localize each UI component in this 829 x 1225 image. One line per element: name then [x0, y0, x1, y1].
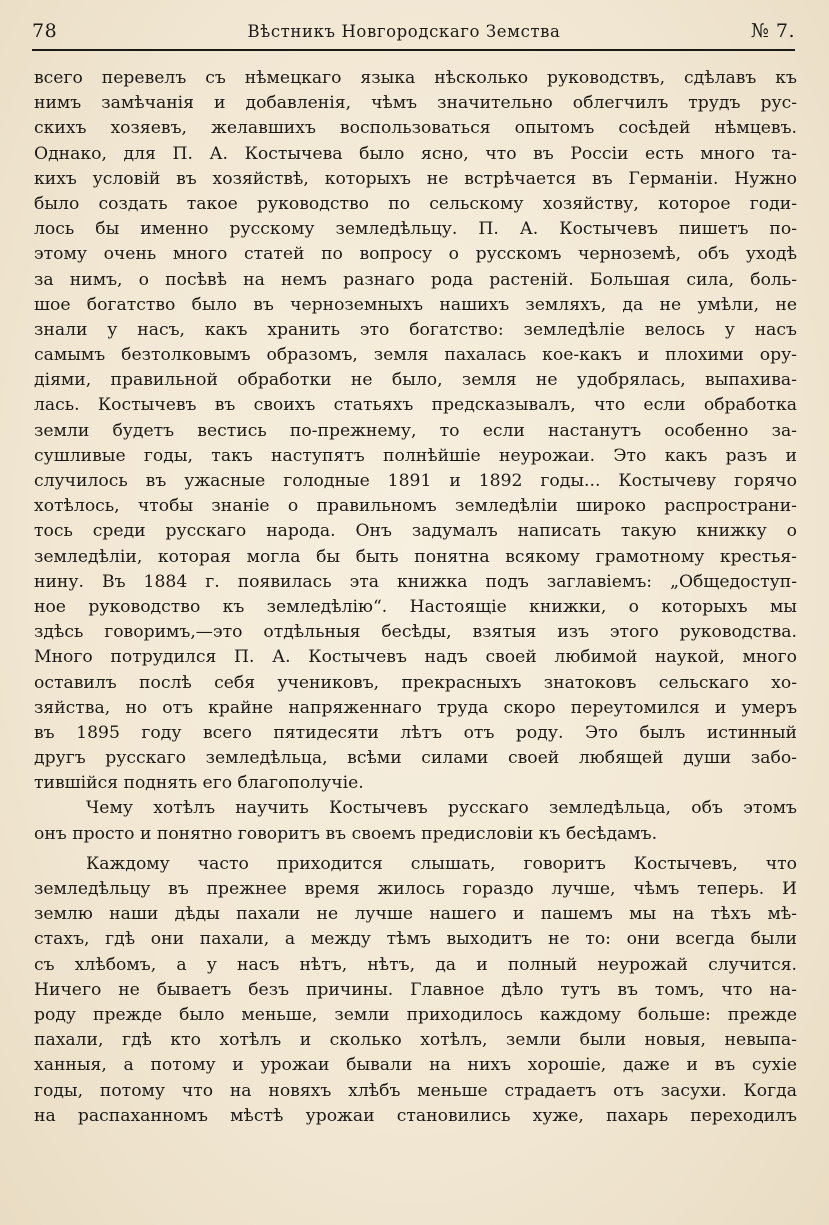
text-line: пахали, гдѣ кто хотѣлъ и сколько хотѣлъ, земли были новыя, невыпа-	[34, 1030, 797, 1051]
text-line: земледѣльцу въ прежнее время жилось гораздо лучше, чѣмъ теперь. И	[34, 879, 797, 899]
text-line: кихъ условій въ хозяйствѣ, которыхъ не встрѣчается въ Германіи. Нужно	[34, 168, 797, 189]
text-line: было создать такое руководство по сельскому хозяйству, которое годи-	[34, 193, 797, 214]
text-line: лась. Костычевъ въ своихъ статьяхъ предсказывалъ, что если обработка	[34, 395, 797, 416]
text-line: землю наши дѣды пахали не лучше нашего и пашемъ мы на тѣхъ мѣ-	[34, 904, 797, 925]
text-line: Однако, для П. А. Костычева было ясно, что въ Россіи есть много та-	[34, 143, 797, 164]
text-line: случилось въ ужасные голодные 1891 и 1892 годы... Костычеву горячо	[34, 471, 797, 491]
text-line: стахъ, гдѣ они пахали, а между тѣмъ выходитъ не то: они всегда были	[34, 929, 797, 950]
running-header	[32, 20, 795, 50]
paragraph-2	[34, 796, 797, 846]
text-line: сушливые годы, такъ наступятъ полнѣйшіе неурожаи. Это какъ разъ и	[34, 445, 797, 466]
issue-number: № 7.	[750, 20, 795, 42]
text-line: лось бы именно русскому земледѣльцу. П. А. Костычевъ пишетъ по-	[34, 219, 797, 240]
text-line: годы, потому что на новяхъ хлѣбъ меньше страдаетъ отъ засухи. Когда	[34, 1080, 797, 1101]
text-line: знали у насъ, какъ хранить это богатство: земледѣліе велось у насъ	[34, 319, 797, 340]
text-line: тось среди русскаго народа. Онъ задумалъ написать такую книжку о	[34, 521, 797, 542]
text-line: діями, правильной обработки не было, земля не удобрялась, выпахива-	[34, 370, 797, 391]
text-line: нимъ замѣчанія и добавленія, чѣмъ значительно облегчилъ трудъ рус-	[34, 93, 797, 114]
text-line: Чему хотѣлъ научить Костычевъ русскаго земледѣльца, объ этомъ	[86, 798, 797, 819]
page-number: 78	[32, 20, 58, 42]
text-line: Каждому часто приходится слышать, говоритъ Костычевъ, что	[86, 853, 797, 874]
text-line: оставилъ послѣ себя учениковъ, прекрасныхъ знатоковъ сельскаго хо-	[34, 672, 797, 693]
text-line: тившійся поднять его благополучіе.	[34, 773, 364, 794]
text-line: за нимъ, о посѣвѣ на немъ разнаго рода растеній. Большая сила, боль-	[34, 269, 797, 290]
text-line: роду прежде было меньше, земли приходилось каждому больше: прежде	[34, 1004, 797, 1025]
text-line: другъ русскаго земледѣльца, всѣми силами своей любящей души забо-	[34, 748, 797, 769]
text-line: Ничего не бываетъ безъ причины. Главное дѣло тутъ въ томъ, что на-	[34, 979, 797, 1000]
text-line: Много потрудился П. А. Костычевъ надъ своей любимой наукой, много	[34, 647, 797, 668]
text-line: зяйства, но отъ крайне напряженнаго труда скоро переутомился и умеръ	[34, 697, 797, 718]
text-line: ное руководство къ земледѣлію“. Настоящіе книжки, о которыхъ мы	[34, 596, 797, 617]
text-line: земледѣліи, которая могла бы быть понятна всякому грамотному крестья-	[34, 546, 797, 567]
text-line: нину. Въ 1884 г. появилась эта книжка подъ заглавіемъ: „Общедоступ-	[34, 571, 797, 592]
body-text	[34, 66, 797, 1129]
text-line: хотѣлось, чтобы знаніе о правильномъ земледѣліи широко распространи-	[34, 496, 797, 517]
text-line: здѣсь говоримъ,—это отдѣльныя бесѣды, взятыя изъ этого руководства.	[34, 622, 797, 643]
text-line: на распаханномъ мѣстѣ урожаи становились хуже, пахарь переходилъ	[34, 1105, 797, 1126]
text-line: этому очень много статей по вопросу о русскомъ черноземѣ, объ уходѣ	[34, 244, 797, 265]
header-rule	[32, 49, 795, 51]
paragraph-1	[34, 66, 797, 796]
text-line: скихъ хозяевъ, желавшихъ воспользоваться опытомъ сосѣдей нѣмцевъ.	[34, 118, 797, 139]
paragraph-3	[34, 852, 797, 1129]
text-line: шое богатство было въ черноземныхъ нашихъ земляхъ, да не умѣли, не	[34, 294, 797, 315]
text-line: съ хлѣбомъ, а у насъ нѣтъ, нѣтъ, да и полный неурожай случится.	[34, 954, 797, 975]
text-line: самымъ безтолковымъ образомъ, земля пахалась кое-какъ и плохими ору-	[34, 345, 797, 366]
text-line: ханныя, а потому и урожаи бывали на нихъ хорошіе, даже и въ сухіе	[34, 1055, 797, 1076]
text-line: земли будетъ вестись по-прежнему, то если настанутъ особенно за-	[34, 420, 797, 441]
text-line: въ 1895 году всего пятидесяти лѣтъ отъ роду. Это былъ истинный	[34, 722, 797, 743]
running-title: Вѣстникъ Новгородскаго Земства	[247, 22, 561, 41]
text-line: онъ просто и понятно говоритъ въ своемъ предисловіи къ бесѣдамъ.	[34, 823, 658, 844]
text-line: всего перевелъ съ нѣмецкаго языка нѣсколько руководствъ, сдѣлавъ къ	[34, 68, 797, 88]
